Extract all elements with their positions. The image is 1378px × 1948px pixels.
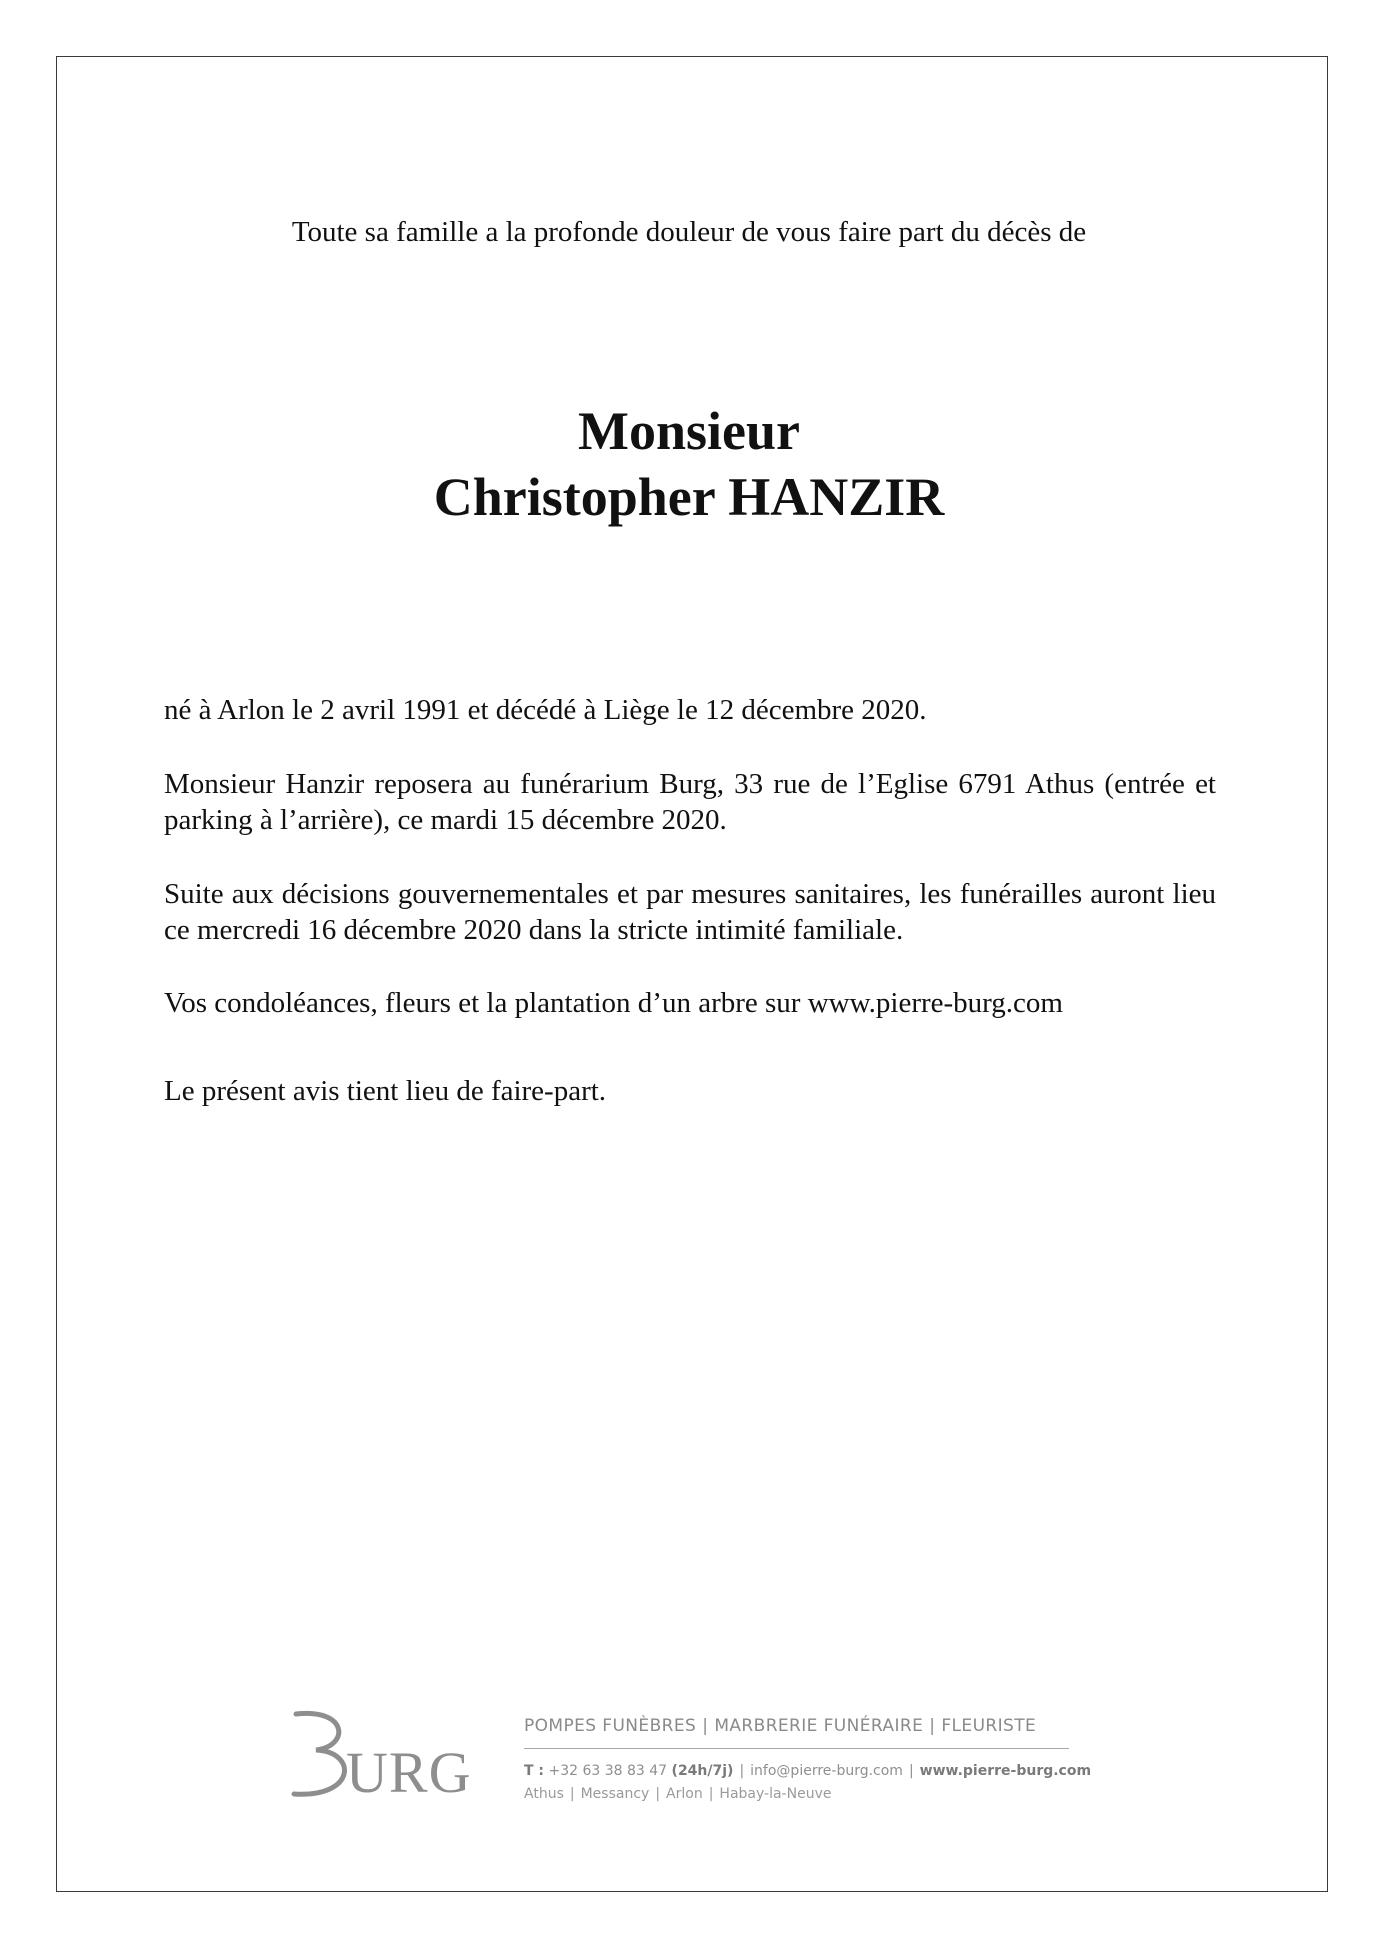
deceased-title: Monsieur: [578, 401, 800, 461]
service-florist: FLEURISTE: [941, 1716, 1037, 1736]
notice-paragraph: Le présent avis tient lieu de faire-part.: [164, 1075, 607, 1107]
burg-logo-b-mark: [294, 1713, 345, 1794]
deceased-name: Christopher HANZIR: [433, 467, 945, 527]
intro-line: Toute sa famille a la profonde douleur de vous faire part du décès de: [291, 216, 1087, 248]
location-habay: Habay-la-Neuve: [719, 1786, 832, 1802]
footer-info: [524, 1714, 1092, 1805]
funeral-paragraph: Suite aux décisions gouvernementales et par mesures sanitaires, les funérailles auront lieu ce mercredi 16 décembre 2020 dans la stricte intimité familiale.: [164, 878, 1216, 946]
burg-logo-urg: URG: [346, 1740, 472, 1802]
footer-contact: T : +32 63 38 83 47 (24h/7j) | info@pierre-burg.com | www.pierre-burg.com: [524, 1763, 1092, 1779]
footer-locations: Athus | Messancy | Arlon | Habay-la-Neuve: [524, 1786, 832, 1802]
phone-hours: (24h/7j): [671, 1763, 734, 1779]
website-link[interactable]: www.pierre-burg.com: [919, 1763, 1092, 1779]
funerarium-paragraph: Monsieur Hanzir reposera au funérarium Burg, 33 rue de l’Eglise 6791 Athus (entrée et parking à l’arrière), ce mardi 15 décembre 2020.: [164, 768, 1216, 836]
burg-logo: [288, 1702, 478, 1802]
page-frame: [56, 56, 1328, 1892]
service-marble: MARBRERIE FUNÉRAIRE: [714, 1716, 924, 1736]
footer-services: POMPES FUNÈBRES | MARBRERIE FUNÉRAIRE | FLEURISTE: [524, 1716, 1037, 1736]
location-athus: Athus: [524, 1786, 564, 1802]
deceased-name-block: [0, 398, 1378, 530]
location-messancy: Messancy: [580, 1786, 650, 1802]
phone-label: T :: [524, 1763, 545, 1779]
location-arlon: Arlon: [666, 1786, 703, 1802]
condolences-paragraph: Vos condoléances, fleurs et la plantation d’un arbre sur www.pierre-burg.com: [164, 987, 1063, 1019]
service-funeral: POMPES FUNÈBRES: [524, 1716, 697, 1736]
footer-divider: [524, 1748, 1069, 1749]
phone-number: +32 63 38 83 47: [548, 1763, 668, 1779]
email-link[interactable]: info@pierre-burg.com: [750, 1763, 903, 1779]
birth-death-paragraph: né à Arlon le 2 avril 1991 et décédé à Liège le 12 décembre 2020.: [164, 694, 927, 726]
